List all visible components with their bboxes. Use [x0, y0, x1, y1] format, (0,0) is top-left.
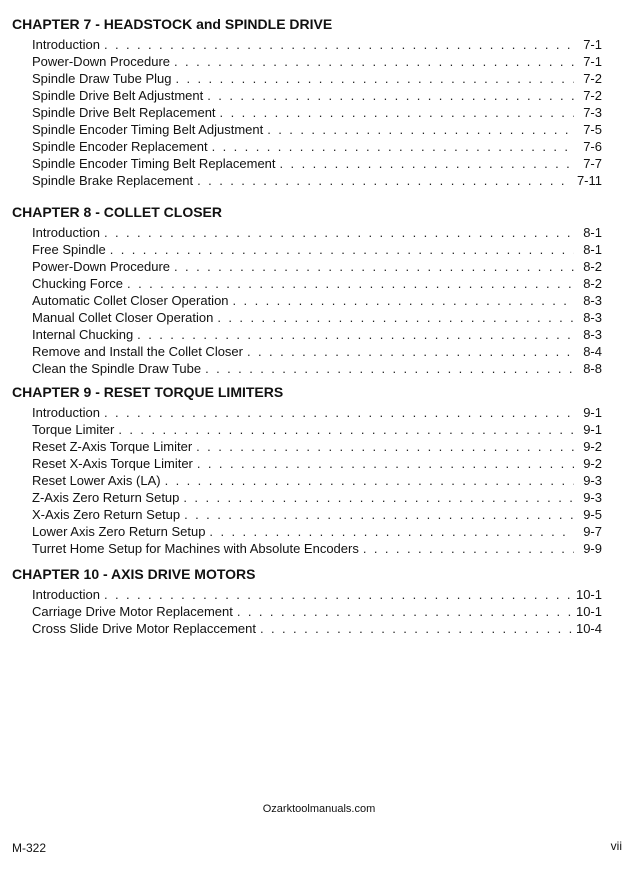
toc-entry[interactable]	[12, 104, 602, 121]
toc-entry[interactable]	[12, 489, 602, 506]
entry-list	[12, 224, 602, 377]
chapter-9-section	[12, 384, 602, 557]
toc-entry-label: Spindle Drive Belt Replacement	[32, 105, 216, 120]
dot-leader	[209, 523, 574, 540]
toc-entry-label: Free Spindle	[32, 242, 106, 257]
toc-entry[interactable]	[12, 241, 602, 258]
dot-leader	[104, 586, 572, 603]
toc-entry-label: Cross Slide Drive Motor Replaccement	[32, 621, 256, 636]
toc-entry[interactable]	[12, 36, 602, 53]
chapter-title: CHAPTER 9 - RESET TORQUE LIMITERS	[12, 384, 284, 400]
toc-entry-page: 10-1	[575, 587, 602, 602]
dot-leader	[104, 36, 574, 53]
toc-entry-label: Carriage Drive Motor Replacement	[32, 604, 233, 619]
chapter-title: CHAPTER 10 - AXIS DRIVE MOTORS	[12, 566, 256, 582]
toc-entry[interactable]	[12, 404, 602, 421]
toc-entry-page: 9-3	[583, 473, 602, 488]
entry-list	[12, 36, 602, 189]
toc-entry-page: 7-7	[583, 156, 602, 171]
toc-entry-label: Z-Axis Zero Return Setup	[32, 490, 180, 505]
toc-entry-page: 8-1	[583, 225, 602, 240]
toc-entry-label: Spindle Draw Tube Plug	[32, 71, 172, 86]
dot-leader	[197, 455, 574, 472]
dot-leader	[127, 275, 574, 292]
footer-doc-number: M-322	[12, 841, 47, 855]
toc-entry-page: 9-3	[583, 490, 602, 505]
toc-entry-page: 9-9	[583, 541, 602, 556]
toc-entry[interactable]	[12, 155, 602, 172]
dot-leader	[183, 489, 574, 506]
dot-leader	[137, 326, 574, 343]
dot-leader	[233, 292, 574, 309]
toc-entry-label: Introduction	[32, 405, 100, 420]
toc-entry-label: Spindle Encoder Timing Belt Replacement	[32, 156, 276, 171]
toc-entry-page: 8-4	[583, 344, 602, 359]
footer-page-number: vii	[610, 839, 622, 853]
toc-entry-page: 7-11	[576, 173, 602, 188]
toc-entry[interactable]	[12, 421, 602, 438]
dot-leader	[184, 506, 574, 523]
toc-entry-label: Lower Axis Zero Return Setup	[32, 524, 206, 539]
dot-leader	[237, 603, 572, 620]
toc-entry[interactable]	[12, 87, 602, 104]
toc-entry[interactable]	[12, 224, 602, 241]
toc-entry-page: 10-4	[575, 621, 602, 636]
dot-leader	[104, 404, 574, 421]
toc-entry[interactable]	[12, 603, 602, 620]
dot-leader	[267, 121, 574, 138]
toc-entry-label: Reset Z-Axis Torque Limiter	[32, 439, 193, 454]
toc-entry-label: Reset Lower Axis (LA)	[32, 473, 161, 488]
toc-entry-label: Introduction	[32, 37, 100, 52]
dot-leader	[196, 438, 574, 455]
dot-leader	[363, 540, 574, 557]
dot-leader	[174, 258, 574, 275]
toc-entry[interactable]	[12, 438, 602, 455]
toc-entry-label: Spindle Encoder Timing Belt Adjustment	[32, 122, 264, 137]
toc-entry-label: Manual Collet Closer Operation	[32, 310, 214, 325]
toc-entry-page: 8-3	[583, 293, 602, 308]
dot-leader	[217, 309, 574, 326]
dot-leader	[260, 620, 572, 637]
dot-leader	[247, 343, 574, 360]
toc-entry[interactable]	[12, 540, 602, 557]
toc-entry-page: 7-1	[583, 37, 602, 52]
toc-entry[interactable]	[12, 292, 602, 309]
toc-entry-page: 8-3	[583, 310, 602, 325]
entry-list	[12, 404, 602, 557]
toc-entry[interactable]	[12, 70, 602, 87]
dot-leader	[280, 155, 574, 172]
toc-entry-label: Remove and Install the Collet Closer	[32, 344, 243, 359]
toc-entry[interactable]	[12, 343, 602, 360]
dot-leader	[197, 172, 573, 189]
toc-entry-label: Reset X-Axis Torque Limiter	[32, 456, 193, 471]
toc-entry-label: Spindle Brake Replacement	[32, 173, 194, 188]
dot-leader	[104, 224, 574, 241]
dot-leader	[205, 360, 574, 377]
toc-entry[interactable]	[12, 258, 602, 275]
toc-entry-label: Power-Down Procedure	[32, 54, 171, 69]
toc-entry[interactable]	[12, 506, 602, 523]
toc-entry-label: Clean the Spindle Draw Tube	[32, 361, 202, 376]
toc-entry-page: 8-3	[583, 327, 602, 342]
dot-leader	[207, 87, 574, 104]
toc-entry-page: 8-2	[583, 276, 602, 291]
toc-entry[interactable]	[12, 53, 602, 70]
chapter-title: CHAPTER 8 - COLLET CLOSER	[12, 204, 223, 220]
toc-entry-page: 7-5	[583, 122, 602, 137]
toc-entry-page: 7-6	[583, 139, 602, 154]
toc-entry-page: 7-2	[583, 71, 602, 86]
toc-entry-page: 7-3	[583, 105, 602, 120]
toc-entry[interactable]	[12, 326, 602, 343]
toc-entry-label: X-Axis Zero Return Setup	[32, 507, 181, 522]
toc-entry-page: 9-1	[583, 422, 602, 437]
toc-entry[interactable]	[12, 472, 602, 489]
toc-entry[interactable]	[12, 309, 602, 326]
toc-entry[interactable]	[12, 138, 602, 155]
toc-entry-page: 10-1	[575, 604, 602, 619]
toc-entry[interactable]	[12, 275, 602, 292]
toc-entry-page: 8-8	[583, 361, 602, 376]
toc-entry[interactable]	[12, 523, 602, 540]
toc-entry[interactable]	[12, 172, 602, 189]
chapter-7-section	[12, 16, 602, 189]
toc-entry-label: Spindle Drive Belt Adjustment	[32, 88, 204, 103]
dot-leader	[212, 138, 574, 155]
chapter-8-section	[12, 204, 602, 377]
toc-entry-page: 9-2	[583, 456, 602, 471]
toc-entry[interactable]	[12, 586, 602, 603]
toc-entry-label: Spindle Encoder Replacement	[32, 139, 208, 154]
toc-entry[interactable]	[12, 360, 602, 377]
toc-entry-page: 9-1	[583, 405, 602, 420]
toc-entry-label: Power-Down Procedure	[32, 259, 171, 274]
toc-entry-page: 7-1	[583, 54, 602, 69]
toc-entry-page: 9-2	[583, 439, 602, 454]
dot-leader	[220, 104, 574, 121]
toc-entry-label: Introduction	[32, 587, 100, 602]
toc-entry-label: Internal Chucking	[32, 327, 134, 342]
toc-entry[interactable]	[12, 121, 602, 138]
footer-website: Ozarktoolmanuals.com	[262, 803, 376, 815]
chapter-title: CHAPTER 7 - HEADSTOCK and SPINDLE DRIVE	[12, 16, 333, 32]
toc-entry-page: 7-2	[583, 88, 602, 103]
dot-leader	[174, 53, 574, 70]
chapter-10-section	[12, 566, 602, 637]
toc-entry-page: 8-1	[583, 242, 602, 257]
toc-entry[interactable]	[12, 455, 602, 472]
dot-leader	[118, 421, 574, 438]
toc-entry[interactable]	[12, 620, 602, 637]
entry-list	[12, 586, 602, 637]
toc-entry-label: Automatic Collet Closer Operation	[32, 293, 229, 308]
toc-entry-page: 8-2	[583, 259, 602, 274]
toc-entry-page: 9-7	[583, 524, 602, 539]
dot-leader	[110, 241, 574, 258]
toc-entry-label: Chucking Force	[32, 276, 124, 291]
toc-entry-label: Turret Home Setup for Machines with Absolute Encoders	[32, 541, 359, 556]
toc-entry-label: Torque Limiter	[32, 422, 115, 437]
toc-entry-label: Introduction	[32, 225, 100, 240]
dot-leader	[165, 472, 574, 489]
toc-entry-page: 9-5	[583, 507, 602, 522]
dot-leader	[175, 70, 574, 87]
